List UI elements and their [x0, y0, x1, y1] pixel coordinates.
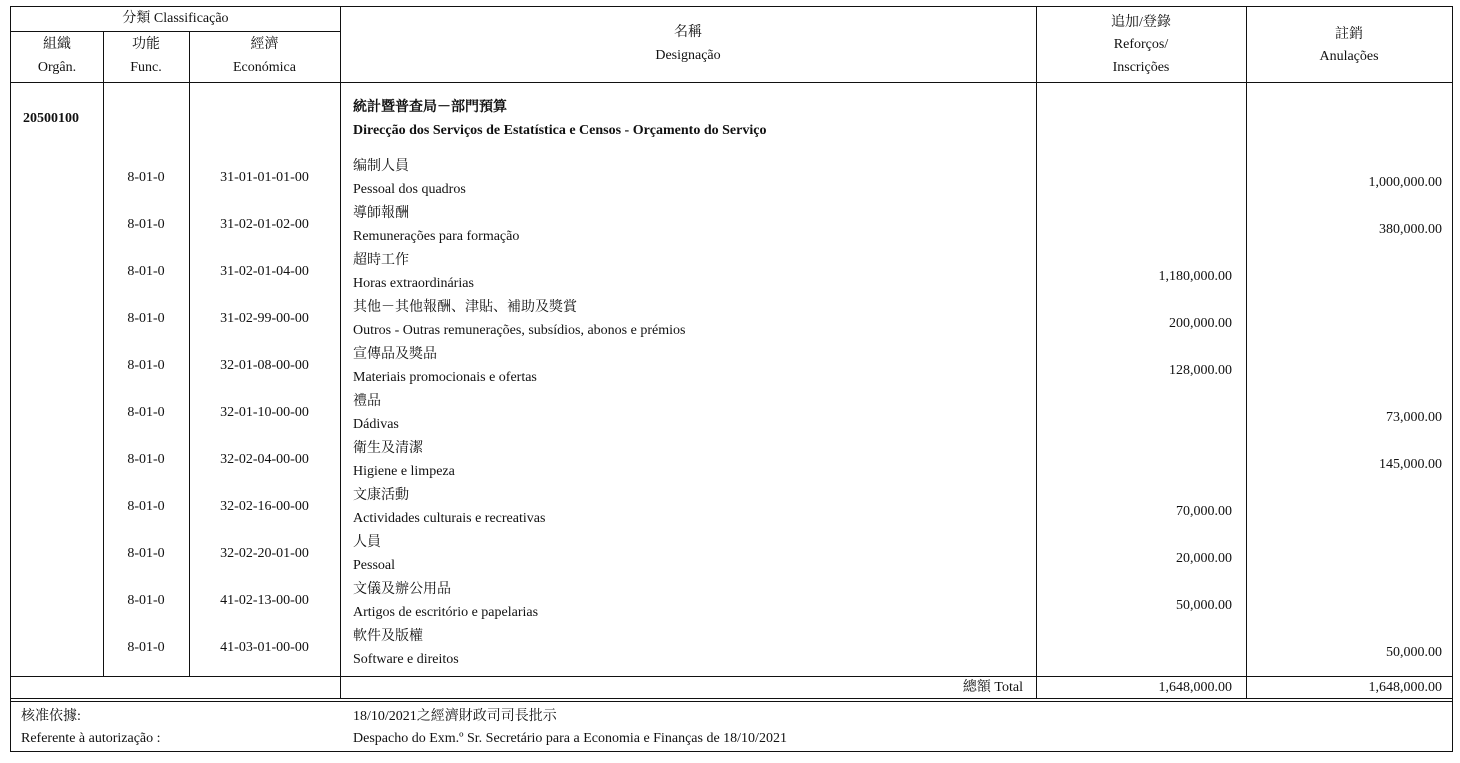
- classification-header: 分類 Classificação: [122, 11, 229, 26]
- row-function-code: 8-01-0: [127, 170, 165, 185]
- row-name-pt: Actividades culturais e recreativas: [353, 511, 546, 526]
- row-function-code: 8-01-0: [127, 358, 165, 373]
- row-name-zh: 軟件及版權: [353, 629, 423, 644]
- row-name-zh: 人員: [353, 535, 381, 550]
- total-reinforcement: 1,648,000.00: [1158, 680, 1232, 695]
- authorization-basis-zh: 核准依據:: [21, 709, 81, 724]
- row-name-zh: 文康活動: [353, 488, 409, 503]
- row-name-zh: 编制人員: [353, 159, 409, 174]
- row-name-zh: 文儀及辦公用品: [353, 582, 451, 597]
- row-name-zh: 導師報酬: [353, 206, 409, 221]
- designation-header-zh: 名稱: [674, 25, 702, 40]
- row-annulment: 50,000.00: [1386, 645, 1442, 660]
- authorization-basis-pt: Referente à autorização :: [21, 731, 161, 746]
- row-name-pt: Remunerações para formação: [353, 229, 520, 244]
- row-function-code: 8-01-0: [127, 546, 165, 561]
- row-name-pt: Materiais promocionais e ofertas: [353, 370, 537, 385]
- row-economic-code: 41-03-01-00-00: [220, 640, 309, 655]
- col-rule-class: [340, 7, 341, 698]
- row-name-pt: Higiene e limpeza: [353, 464, 455, 479]
- row-name-pt: Software e direitos: [353, 652, 459, 667]
- row-function-code: 8-01-0: [127, 593, 165, 608]
- row-economic-code: 32-02-16-00-00: [220, 499, 309, 514]
- econ-header-pt: Económica: [233, 60, 296, 75]
- row-name-pt: Horas extraordinárias: [353, 276, 474, 291]
- row-economic-code: 41-02-13-00-00: [220, 593, 309, 608]
- col-rule-organ: [103, 31, 104, 676]
- row-name-pt: Dádivas: [353, 417, 399, 432]
- organ-header-pt: Orgân.: [37, 60, 77, 75]
- row-function-code: 8-01-0: [127, 311, 165, 326]
- row-economic-code: 32-01-10-00-00: [220, 405, 309, 420]
- row-function-code: 8-01-0: [127, 217, 165, 232]
- total-bottom-rule: [11, 698, 1452, 699]
- footer-top-rule: [11, 701, 1452, 702]
- row-economic-code: 31-02-01-02-00: [220, 217, 309, 232]
- row-reinforcement: 200,000.00: [1169, 316, 1232, 331]
- row-name-pt: Outros - Outras remunerações, subsídios, abonos e prémios: [353, 323, 686, 338]
- row-reinforcement: 128,000.00: [1169, 363, 1232, 378]
- entity-name-zh: 統計暨普查局－部門預算: [353, 100, 507, 115]
- row-name-zh: 衛生及清潔: [353, 441, 423, 456]
- row-reinforcement: 70,000.00: [1176, 504, 1232, 519]
- designation-header-pt: Designação: [655, 48, 721, 63]
- entity-code: 20500100: [23, 111, 79, 126]
- annulments-header-zh: 註銷: [1335, 27, 1363, 42]
- dispatch-zh: 18/10/2021之經濟財政司司長批示: [353, 709, 557, 724]
- row-economic-code: 31-01-01-01-00: [220, 170, 309, 185]
- row-function-code: 8-01-0: [127, 640, 165, 655]
- entity-name-pt: Direcção dos Serviços de Estatística e Censos - Orçamento do Serviço: [353, 123, 767, 138]
- budget-table: [10, 6, 1453, 752]
- row-economic-code: 32-02-04-00-00: [220, 452, 309, 467]
- organ-header-zh: 組織: [43, 37, 71, 52]
- dispatch-pt: Despacho do Exm.º Sr. Secretário para a Economia e Finanças de 18/10/2021: [353, 731, 787, 746]
- row-reinforcement: 50,000.00: [1176, 598, 1232, 613]
- row-function-code: 8-01-0: [127, 264, 165, 279]
- row-economic-code: 32-01-08-00-00: [220, 358, 309, 373]
- func-header-zh: 功能: [132, 37, 160, 52]
- row-name-pt: Pessoal dos quadros: [353, 182, 466, 197]
- econ-header-zh: 經濟: [250, 37, 279, 52]
- col-rule-designation: [1036, 7, 1037, 698]
- row-name-pt: Pessoal: [353, 558, 395, 573]
- col-rule-reinforcements: [1246, 7, 1247, 698]
- header-bottom-rule: [11, 82, 1452, 83]
- row-economic-code: 31-02-99-00-00: [220, 311, 309, 326]
- col-rule-func: [189, 31, 190, 676]
- annulments-header-pt: Anulações: [1319, 49, 1379, 64]
- row-function-code: 8-01-0: [127, 499, 165, 514]
- row-economic-code: 31-02-01-04-00: [220, 264, 309, 279]
- row-economic-code: 32-02-20-01-00: [220, 546, 309, 561]
- row-function-code: 8-01-0: [127, 452, 165, 467]
- total-label: 總額 Total: [962, 680, 1023, 695]
- row-name-zh: 禮品: [353, 394, 381, 409]
- row-annulment: 1,000,000.00: [1368, 175, 1442, 190]
- row-name-zh: 超時工作: [353, 253, 409, 268]
- row-annulment: 380,000.00: [1379, 222, 1442, 237]
- reinforcements-header-pt2: Inscrições: [1112, 60, 1170, 75]
- reinforcements-header-zh: 追加/登錄: [1111, 15, 1171, 30]
- row-reinforcement: 20,000.00: [1176, 551, 1232, 566]
- header-sub-rule: [11, 31, 340, 32]
- reinforcements-header-pt1: Reforços/: [1113, 37, 1169, 52]
- row-function-code: 8-01-0: [127, 405, 165, 420]
- row-name-pt: Artigos de escritório e papelarias: [353, 605, 539, 620]
- row-annulment: 73,000.00: [1386, 410, 1442, 425]
- row-reinforcement: 1,180,000.00: [1158, 269, 1232, 284]
- row-name-zh: 宣傳品及獎品: [353, 347, 437, 362]
- row-name-zh: 其他－其他報酬、津貼、補助及獎賞: [353, 300, 577, 315]
- total-annulment: 1,648,000.00: [1368, 680, 1442, 695]
- total-top-rule: [11, 676, 1452, 677]
- func-header-pt: Func.: [130, 60, 162, 75]
- row-annulment: 145,000.00: [1379, 457, 1442, 472]
